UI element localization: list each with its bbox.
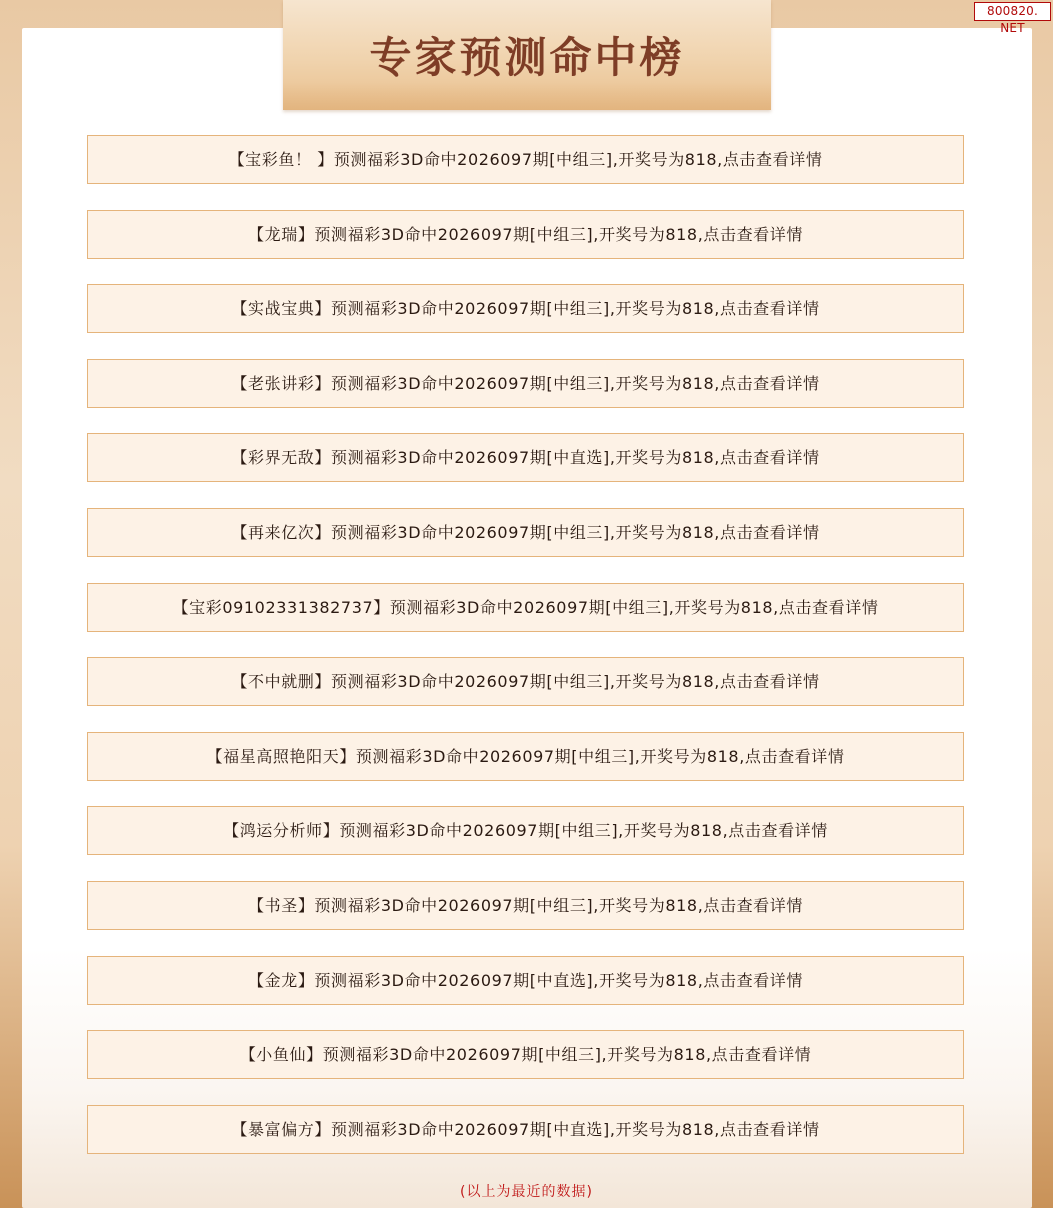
list-item-text: 预测福彩3D命中2026097期[中组三],开奖号为818,点击查看详情 — [339, 821, 828, 841]
list-item-text: 预测福彩3D命中2026097期[中组三],开奖号为818,点击查看详情 — [314, 895, 803, 915]
list-item-text: 预测福彩3D命中2026097期[中组三],开奖号为818,点击查看详情 — [314, 224, 803, 244]
list-item-text: 预测福彩3D命中2026097期[中直选],开奖号为818,点击查看详情 — [314, 970, 803, 990]
list-item-text: 预测福彩3D命中2026097期[中组三],开奖号为818,点击查看详情 — [331, 299, 820, 319]
expert-name: 【实战宝典】 — [231, 299, 332, 319]
list-item[interactable] — [87, 210, 964, 259]
expert-name: 【暴富偏方】 — [231, 1119, 332, 1139]
list-item[interactable] — [87, 135, 964, 184]
title-banner — [283, 0, 771, 110]
expert-name: 【宝彩09102331382737】 — [172, 597, 390, 617]
list-item[interactable] — [87, 508, 964, 557]
list-item-text: 预测福彩3D命中2026097期[中组三],开奖号为818,点击查看详情 — [389, 597, 879, 617]
list-item[interactable] — [87, 956, 964, 1005]
expert-name: 【小鱼仙】 — [239, 1045, 323, 1065]
list-item[interactable] — [87, 732, 964, 781]
list-item-text: 预测福彩3D命中2026097期[中组三],开奖号为818,点击查看详情 — [331, 373, 820, 393]
expert-name: 【金龙】 — [248, 970, 315, 990]
list-item[interactable] — [87, 359, 964, 408]
footer-note: (以上为最近的数据) — [460, 1184, 593, 1200]
expert-name: 【彩界无敌】 — [231, 448, 332, 468]
list-item-text: 预测福彩3D命中2026097期[中组三],开奖号为818,点击查看详情 — [322, 1045, 812, 1065]
list-item[interactable] — [87, 1105, 964, 1154]
list-item[interactable] — [87, 806, 964, 855]
list-item[interactable] — [87, 284, 964, 333]
list-item[interactable] — [87, 1030, 964, 1079]
list-item-text: 预测福彩3D命中2026097期[中直选],开奖号为818,点击查看详情 — [331, 448, 820, 468]
list-item[interactable] — [87, 583, 964, 632]
expert-name: 【宝彩鱼！ 】 — [228, 150, 334, 169]
list-item-text: 预测福彩3D命中2026097期[中组三],开奖号为818,点击查看详情 — [331, 672, 820, 692]
list-item-text: 预测福彩3D命中2026097期[中组三],开奖号为818,点击查看详情 — [355, 746, 845, 766]
list-item-text: 预测福彩3D命中2026097期[中直选],开奖号为818,点击查看详情 — [331, 1119, 820, 1139]
list-item[interactable] — [87, 433, 964, 482]
list-item[interactable] — [87, 657, 964, 706]
list-item[interactable] — [87, 881, 964, 930]
expert-name: 【龙瑞】 — [248, 224, 315, 244]
site-badge[interactable]: 800820. NET — [974, 2, 1051, 21]
expert-name: 【不中就删】 — [231, 672, 332, 692]
expert-name: 【老张讲彩】 — [231, 373, 332, 393]
expert-name: 【再来亿次】 — [231, 522, 332, 542]
expert-name: 【书圣】 — [248, 895, 315, 915]
expert-name: 【福星高照艳阳天】 — [206, 746, 356, 766]
expert-hit-list — [87, 135, 964, 1179]
page-title: 专家预测命中榜 — [369, 33, 685, 82]
list-item-text: 预测福彩3D命中2026097期[中组三],开奖号为818,点击查看详情 — [331, 522, 820, 542]
list-item-text: 预测福彩3D命中2026097期[中组三],开奖号为818,点击查看详情 — [333, 150, 823, 169]
expert-name: 【鸿运分析师】 — [223, 821, 340, 841]
title-banner-shade — [283, 82, 771, 110]
